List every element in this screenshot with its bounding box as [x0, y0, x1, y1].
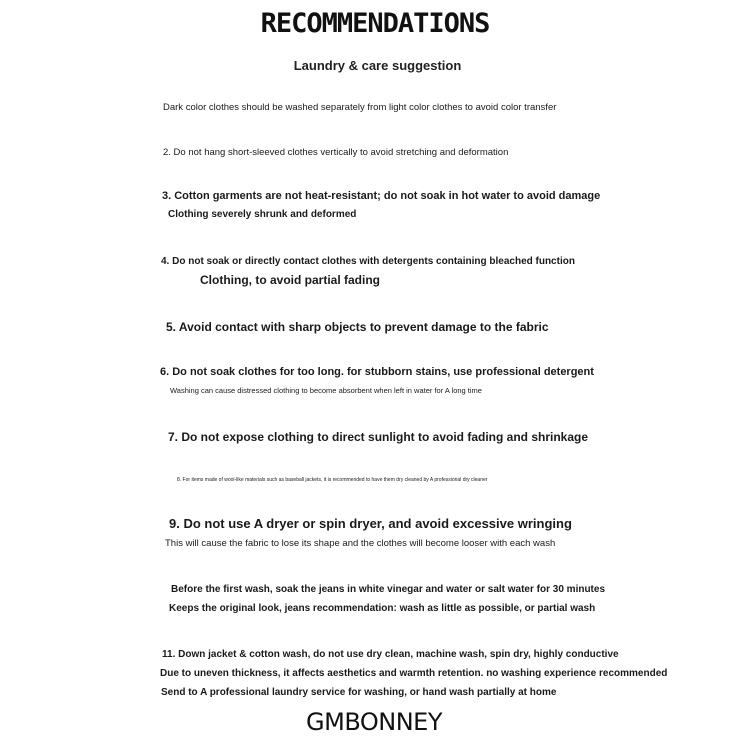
care-item-3-cont: Clothing severely shrunk and deformed	[168, 209, 357, 220]
brand-logo-text: GMBONNEY	[306, 708, 442, 736]
care-item-6-cont: Washing can cause distressed clothing to become absorbent when left in water for A long time	[170, 386, 482, 395]
care-item-7: 7. Do not expose clothing to direct sunlight to avoid fading and shrinkage	[168, 430, 589, 444]
care-item-5: 5. Avoid contact with sharp objects to prevent damage to the fabric	[166, 320, 549, 334]
care-item-10-cont: Keeps the original look, jeans recommendation: wash as little as possible, or partial wash	[169, 603, 596, 614]
care-item-10: Before the first wash, soak the jeans in white vinegar and water or salt water for 30 minutes	[171, 584, 606, 595]
care-item-2: 2. Do not hang short-sleeved clothes vertically to avoid stretching and deformation	[163, 147, 509, 158]
page-subtitle: Laundry & care suggestion	[293, 58, 462, 73]
care-item-9: 9. Do not use A dryer or spin dryer, and avoid excessive wringing	[169, 516, 572, 531]
care-item-9-cont: This will cause the fabric to lose its shape and the clothes will become looser with each wash	[165, 538, 556, 549]
care-item-11-cont-1: Due to uneven thickness, it affects aesthetics and warmth retention. no washing experience recommended	[160, 668, 668, 679]
care-item-11: 11. Down jacket & cotton wash, do not use dry clean, machine wash, spin dry, highly conductive	[162, 649, 619, 660]
care-item-11-cont-2: Send to A professional laundry service for washing, or hand wash partially at home	[161, 687, 557, 698]
care-item-8: 8. For items made of wool-like materials such as baseball jackets, it is recommended to have them dry cleaned by A professional dry cleaner	[177, 477, 488, 483]
page-title: RECOMMENDATIONS	[260, 8, 490, 39]
care-item-3: 3. Cotton garments are not heat-resistant; do not soak in hot water to avoid damage	[162, 190, 601, 202]
care-item-6: 6. Do not soak clothes for too long. for stubborn stains, use professional detergent	[160, 366, 594, 378]
care-item-4-cont: Clothing, to avoid partial fading	[200, 273, 380, 287]
care-item-1: Dark color clothes should be washed separately from light color clothes to avoid color transfer	[163, 102, 557, 113]
care-item-4: 4. Do not soak or directly contact clothes with detergents containing bleached function	[161, 256, 575, 267]
